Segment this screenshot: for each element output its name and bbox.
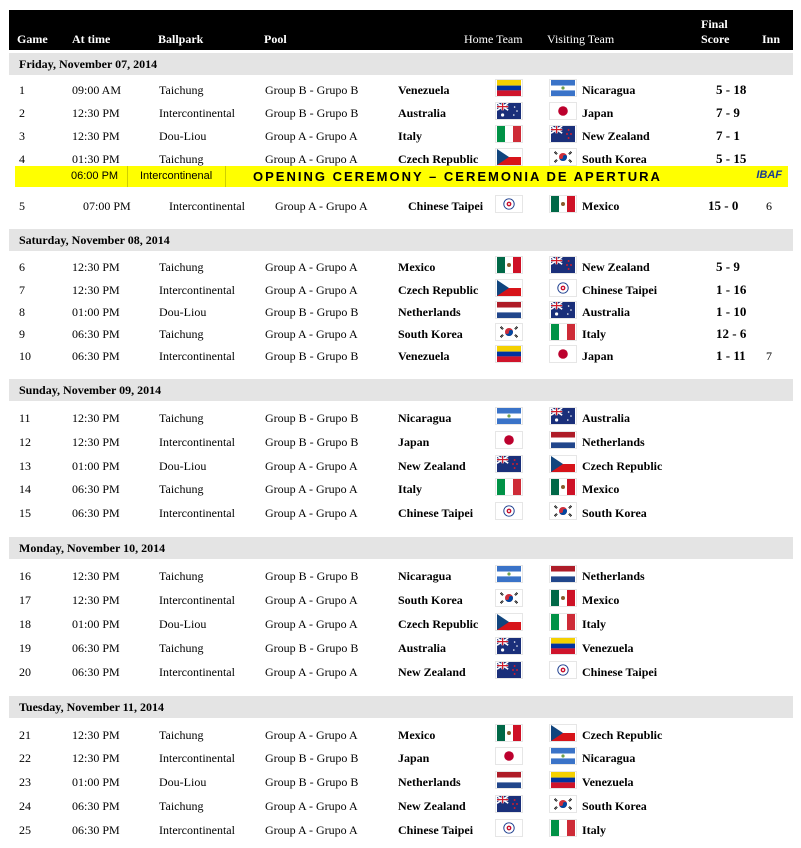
game-time: 12:30 PM	[72, 569, 120, 583]
game-pool: Group A - Grupo A	[265, 728, 358, 742]
game-row	[9, 724, 793, 746]
final-score: 1 - 11	[716, 348, 746, 363]
game-pool: Group B - Grupo B	[265, 305, 359, 319]
visiting-team: Venezuela	[582, 641, 634, 655]
south-korea-flag-icon	[549, 148, 577, 166]
game-time: 12:30 PM	[72, 283, 120, 297]
game-number: 22	[19, 751, 31, 765]
final-score: 1 - 10	[716, 304, 747, 319]
game-ballpark: Dou-Liou	[159, 305, 207, 319]
game-row	[9, 478, 793, 500]
game-ballpark: Intercontinental	[159, 349, 235, 363]
table-header	[9, 10, 793, 50]
japan-flag-icon	[495, 747, 523, 765]
final-score: 12 - 6	[716, 326, 747, 341]
australia-flag-icon	[549, 301, 577, 319]
mexico-flag-icon	[495, 256, 523, 274]
game-time: 12:30 PM	[72, 435, 120, 449]
visiting-team: Czech Republic	[582, 728, 663, 742]
day-label: Tuesday, November 11, 2014	[19, 700, 165, 714]
game-pool: Group A - Grupo A	[265, 617, 358, 631]
south-korea-flag-icon	[495, 323, 523, 341]
home-team: Nicaragua	[398, 569, 452, 583]
home-team: Australia	[398, 641, 446, 655]
netherlands-flag-icon	[549, 431, 577, 449]
game-ballpark: Intercontinental	[159, 751, 235, 765]
game-number: 13	[19, 459, 31, 473]
header-at-time: At time	[72, 32, 111, 46]
game-time: 12:30 PM	[72, 751, 120, 765]
final-score: 7 - 1	[716, 128, 740, 143]
game-pool: Group B - Grupo B	[265, 411, 359, 425]
game-row	[9, 301, 793, 323]
game-ballpark: Intercontinental	[169, 199, 245, 213]
game-time: 01:00 PM	[72, 305, 120, 319]
game-number: 4	[19, 152, 25, 166]
game-time: 12:30 PM	[72, 129, 120, 143]
home-team: Chinese Taipei	[408, 199, 484, 213]
day-label: Friday, November 07, 2014	[19, 57, 158, 71]
game-pool: Group A - Grupo A	[265, 152, 358, 166]
visiting-team: Chinese Taipei	[582, 283, 658, 297]
mexico-flag-icon	[549, 195, 577, 213]
home-team: Netherlands	[398, 305, 461, 319]
game-row	[9, 565, 793, 587]
czech-flag-icon	[549, 724, 577, 742]
game-time: 01:00 PM	[72, 617, 120, 631]
italy-flag-icon	[549, 323, 577, 341]
game-number: 24	[19, 799, 31, 813]
game-time: 06:30 PM	[72, 482, 120, 496]
game-time: 06:30 PM	[72, 349, 120, 363]
visiting-team: Australia	[582, 411, 630, 425]
game-row	[9, 502, 793, 524]
venezuela-flag-icon	[495, 79, 523, 97]
south-korea-flag-icon	[549, 502, 577, 520]
czech-flag-icon	[549, 455, 577, 473]
home-team: New Zealand	[398, 665, 466, 679]
italy-flag-icon	[549, 819, 577, 837]
game-row	[9, 256, 793, 278]
game-row	[9, 431, 793, 453]
australia-flag-icon	[495, 102, 523, 120]
home-team: Chinese Taipei	[398, 823, 474, 837]
game-ballpark: Taichung	[159, 482, 204, 496]
home-team: New Zealand	[398, 459, 466, 473]
game-ballpark: Taichung	[159, 799, 204, 813]
game-number: 21	[19, 728, 31, 742]
visiting-team: New Zealand	[582, 129, 650, 143]
game-ballpark: Intercontinental	[159, 823, 235, 837]
final-score: 15 - 0	[708, 198, 739, 213]
game-pool: Group B - Grupo B	[265, 775, 359, 789]
home-team: Chinese Taipei	[398, 506, 474, 520]
game-number: 3	[19, 129, 25, 143]
day-label: Sunday, November 09, 2014	[19, 383, 162, 397]
game-pool: Group B - Grupo B	[265, 435, 359, 449]
game-row	[9, 279, 793, 301]
game-number: 16	[19, 569, 31, 583]
ceremony-title: OPENING CEREMONY – CEREMONIA DE APERTURA	[253, 169, 662, 184]
game-time: 12:30 PM	[72, 593, 120, 607]
czech-flag-icon	[495, 148, 523, 166]
game-row	[9, 323, 793, 345]
opening-ceremony-banner	[15, 166, 788, 187]
game-pool: Group A - Grupo A	[265, 665, 358, 679]
visiting-team: New Zealand	[582, 260, 650, 274]
venezuela-flag-icon	[549, 771, 577, 789]
home-team: Czech Republic	[398, 283, 479, 297]
new-zealand-flag-icon	[495, 455, 523, 473]
game-pool: Group A - Grupo A	[265, 327, 358, 341]
day-label: Monday, November 10, 2014	[19, 541, 166, 555]
home-team: Italy	[398, 129, 422, 143]
game-row	[9, 661, 793, 683]
visiting-team: Venezuela	[582, 775, 634, 789]
innings: 7	[766, 349, 772, 363]
game-row	[9, 79, 793, 101]
game-number: 19	[19, 641, 31, 655]
day-header	[9, 537, 793, 559]
game-ballpark: Intercontinental	[159, 506, 235, 520]
chinese-taipei-flag-icon	[495, 819, 523, 837]
game-number: 12	[19, 435, 31, 449]
day-header	[9, 229, 793, 251]
game-pool: Group A - Grupo A	[265, 129, 358, 143]
visiting-team: Italy	[582, 823, 606, 837]
home-team: Mexico	[398, 728, 436, 742]
new-zealand-flag-icon	[549, 125, 577, 143]
game-ballpark: Taichung	[159, 569, 204, 583]
visiting-team: Nicaragua	[582, 751, 636, 765]
final-score: 7 - 9	[716, 105, 740, 120]
home-team: Venezuela	[398, 83, 450, 97]
game-pool: Group B - Grupo B	[265, 349, 359, 363]
new-zealand-flag-icon	[549, 256, 577, 274]
chinese-taipei-flag-icon	[495, 195, 523, 213]
nicaragua-flag-icon	[495, 565, 523, 583]
game-ballpark: Intercontinental	[159, 593, 235, 607]
game-ballpark: Taichung	[159, 728, 204, 742]
ceremony-ballpark: Intercontinenal	[140, 170, 213, 182]
game-time: 01:00 PM	[72, 775, 120, 789]
czech-flag-icon	[495, 279, 523, 297]
game-time: 06:30 PM	[72, 641, 120, 655]
final-score: 5 - 15	[716, 151, 747, 166]
game-ballpark: Taichung	[159, 260, 204, 274]
italy-flag-icon	[549, 613, 577, 631]
visiting-team: Italy	[582, 327, 606, 341]
game-number: 7	[19, 283, 25, 297]
game-row	[9, 455, 793, 477]
game-row	[9, 747, 793, 769]
game-time: 01:00 PM	[72, 459, 120, 473]
game-number: 8	[19, 305, 25, 319]
netherlands-flag-icon	[549, 565, 577, 583]
mexico-flag-icon	[549, 589, 577, 607]
game-ballpark: Dou-Liou	[159, 459, 207, 473]
game-pool: Group B - Grupo B	[265, 641, 359, 655]
game-time: 06:30 PM	[72, 823, 120, 837]
czech-flag-icon	[495, 613, 523, 631]
venezuela-flag-icon	[549, 637, 577, 655]
home-team: Japan	[398, 751, 430, 765]
game-ballpark: Dou-Liou	[159, 129, 207, 143]
game-row	[9, 771, 793, 793]
visiting-team: Italy	[582, 617, 606, 631]
visiting-team: South Korea	[582, 152, 647, 166]
game-number: 2	[19, 106, 25, 120]
game-row	[9, 102, 793, 124]
game-ballpark: Intercontinental	[159, 435, 235, 449]
chinese-taipei-flag-icon	[495, 502, 523, 520]
venezuela-flag-icon	[495, 345, 523, 363]
game-pool: Group A - Grupo A	[265, 506, 358, 520]
home-team: Italy	[398, 482, 422, 496]
game-pool: Group B - Grupo B	[265, 106, 359, 120]
game-pool: Group B - Grupo B	[265, 569, 359, 583]
home-team: Netherlands	[398, 775, 461, 789]
chinese-taipei-flag-icon	[549, 661, 577, 679]
game-time: 09:00 AM	[72, 83, 122, 97]
ceremony-time: 06:00 PM	[71, 170, 119, 182]
day-header	[9, 379, 793, 401]
header-final-score-line1: Final	[701, 17, 728, 31]
game-pool: Group A - Grupo A	[265, 260, 358, 274]
new-zealand-flag-icon	[495, 661, 523, 679]
game-ballpark: Taichung	[159, 152, 204, 166]
game-ballpark: Taichung	[159, 641, 204, 655]
game-time: 01:30 PM	[72, 152, 120, 166]
nicaragua-flag-icon	[549, 747, 577, 765]
game-row	[9, 819, 793, 841]
visiting-team: Mexico	[582, 199, 620, 213]
game-row	[9, 795, 793, 817]
day-label: Saturday, November 08, 2014	[19, 233, 170, 247]
home-team: Czech Republic	[398, 617, 479, 631]
header-final-score-line2: Score	[701, 32, 730, 46]
chinese-taipei-flag-icon	[549, 279, 577, 297]
header-inn: Inn	[762, 32, 781, 46]
game-pool: Group A - Grupo A	[265, 283, 358, 297]
game-ballpark: Dou-Liou	[159, 617, 207, 631]
game-pool: Group A - Grupo A	[265, 459, 358, 473]
home-team: Australia	[398, 106, 446, 120]
home-team: Mexico	[398, 260, 436, 274]
home-team: Venezuela	[398, 349, 450, 363]
game-row	[9, 345, 793, 367]
mexico-flag-icon	[495, 724, 523, 742]
game-pool: Group A - Grupo A	[265, 482, 358, 496]
ibaf-logo: IBAF	[756, 169, 782, 181]
game-ballpark: Intercontinental	[159, 283, 235, 297]
game-number: 10	[19, 349, 31, 363]
game-ballpark: Taichung	[159, 83, 204, 97]
home-team: Japan	[398, 435, 430, 449]
game-number: 1	[19, 83, 25, 97]
game-row	[9, 613, 793, 635]
game-number: 25	[19, 823, 31, 837]
game-number: 15	[19, 506, 31, 520]
home-team: South Korea	[398, 327, 463, 341]
visiting-team: Japan	[582, 106, 614, 120]
italy-flag-icon	[495, 125, 523, 143]
final-score: 5 - 9	[716, 259, 740, 274]
visiting-team: Mexico	[582, 482, 620, 496]
visiting-team: Netherlands	[582, 435, 645, 449]
game-pool: Group B - Grupo B	[265, 83, 359, 97]
visiting-team: Nicaragua	[582, 83, 636, 97]
game-ballpark: Intercontinental	[159, 106, 235, 120]
australia-flag-icon	[495, 637, 523, 655]
day-header	[9, 696, 793, 718]
netherlands-flag-icon	[495, 771, 523, 789]
game-time: 12:30 PM	[72, 260, 120, 274]
game-time: 07:00 PM	[83, 199, 131, 213]
game-number: 14	[19, 482, 31, 496]
game-number: 6	[19, 260, 25, 274]
final-score: 1 - 16	[716, 282, 747, 297]
game-number: 23	[19, 775, 31, 789]
game-ballpark: Taichung	[159, 411, 204, 425]
new-zealand-flag-icon	[495, 795, 523, 813]
japan-flag-icon	[495, 431, 523, 449]
home-team: South Korea	[398, 593, 463, 607]
game-ballpark: Intercontinental	[159, 665, 235, 679]
visiting-team: South Korea	[582, 506, 647, 520]
australia-flag-icon	[549, 407, 577, 425]
visiting-team: Netherlands	[582, 569, 645, 583]
game-number: 11	[19, 411, 31, 425]
game-row	[9, 407, 793, 429]
header-home-team: Home Team	[464, 32, 523, 46]
nicaragua-flag-icon	[549, 79, 577, 97]
game-time: 12:30 PM	[72, 411, 120, 425]
game-ballpark: Dou-Liou	[159, 775, 207, 789]
home-team: New Zealand	[398, 799, 466, 813]
game-time: 12:30 PM	[72, 106, 120, 120]
japan-flag-icon	[549, 102, 577, 120]
game-row	[9, 125, 793, 147]
game-number: 9	[19, 327, 25, 341]
game-row	[9, 589, 793, 611]
innings: 6	[766, 199, 772, 213]
visiting-team: Mexico	[582, 593, 620, 607]
game-pool: Group A - Grupo A	[265, 823, 358, 837]
game-number: 18	[19, 617, 31, 631]
japan-flag-icon	[549, 345, 577, 363]
netherlands-flag-icon	[495, 301, 523, 319]
game-time: 06:30 PM	[72, 799, 120, 813]
game-row	[9, 637, 793, 659]
header-pool: Pool	[264, 32, 287, 46]
game-pool: Group A - Grupo A	[265, 799, 358, 813]
visiting-team: Czech Republic	[582, 459, 663, 473]
visiting-team: South Korea	[582, 799, 647, 813]
game-ballpark: Taichung	[159, 327, 204, 341]
final-score: 5 - 18	[716, 82, 747, 97]
game-row	[9, 195, 793, 217]
header-ballpark: Ballpark	[158, 32, 204, 46]
day-header	[9, 53, 793, 75]
header-game: Game	[17, 32, 48, 46]
game-number: 5	[19, 199, 25, 213]
game-number: 17	[19, 593, 31, 607]
game-pool: Group A - Grupo A	[275, 199, 368, 213]
game-time: 12:30 PM	[72, 728, 120, 742]
visiting-team: Australia	[582, 305, 630, 319]
game-time: 06:30 PM	[72, 506, 120, 520]
south-korea-flag-icon	[549, 795, 577, 813]
visiting-team: Japan	[582, 349, 614, 363]
italy-flag-icon	[495, 478, 523, 496]
header-visiting-team: Visiting Team	[547, 32, 615, 46]
visiting-team: Chinese Taipei	[582, 665, 658, 679]
home-team: Czech Republic	[398, 152, 479, 166]
mexico-flag-icon	[549, 478, 577, 496]
game-time: 06:30 PM	[72, 327, 120, 341]
game-pool: Group B - Grupo B	[265, 751, 359, 765]
game-pool: Group A - Grupo A	[265, 593, 358, 607]
home-team: Nicaragua	[398, 411, 452, 425]
south-korea-flag-icon	[495, 589, 523, 607]
nicaragua-flag-icon	[495, 407, 523, 425]
game-number: 20	[19, 665, 31, 679]
game-time: 06:30 PM	[72, 665, 120, 679]
